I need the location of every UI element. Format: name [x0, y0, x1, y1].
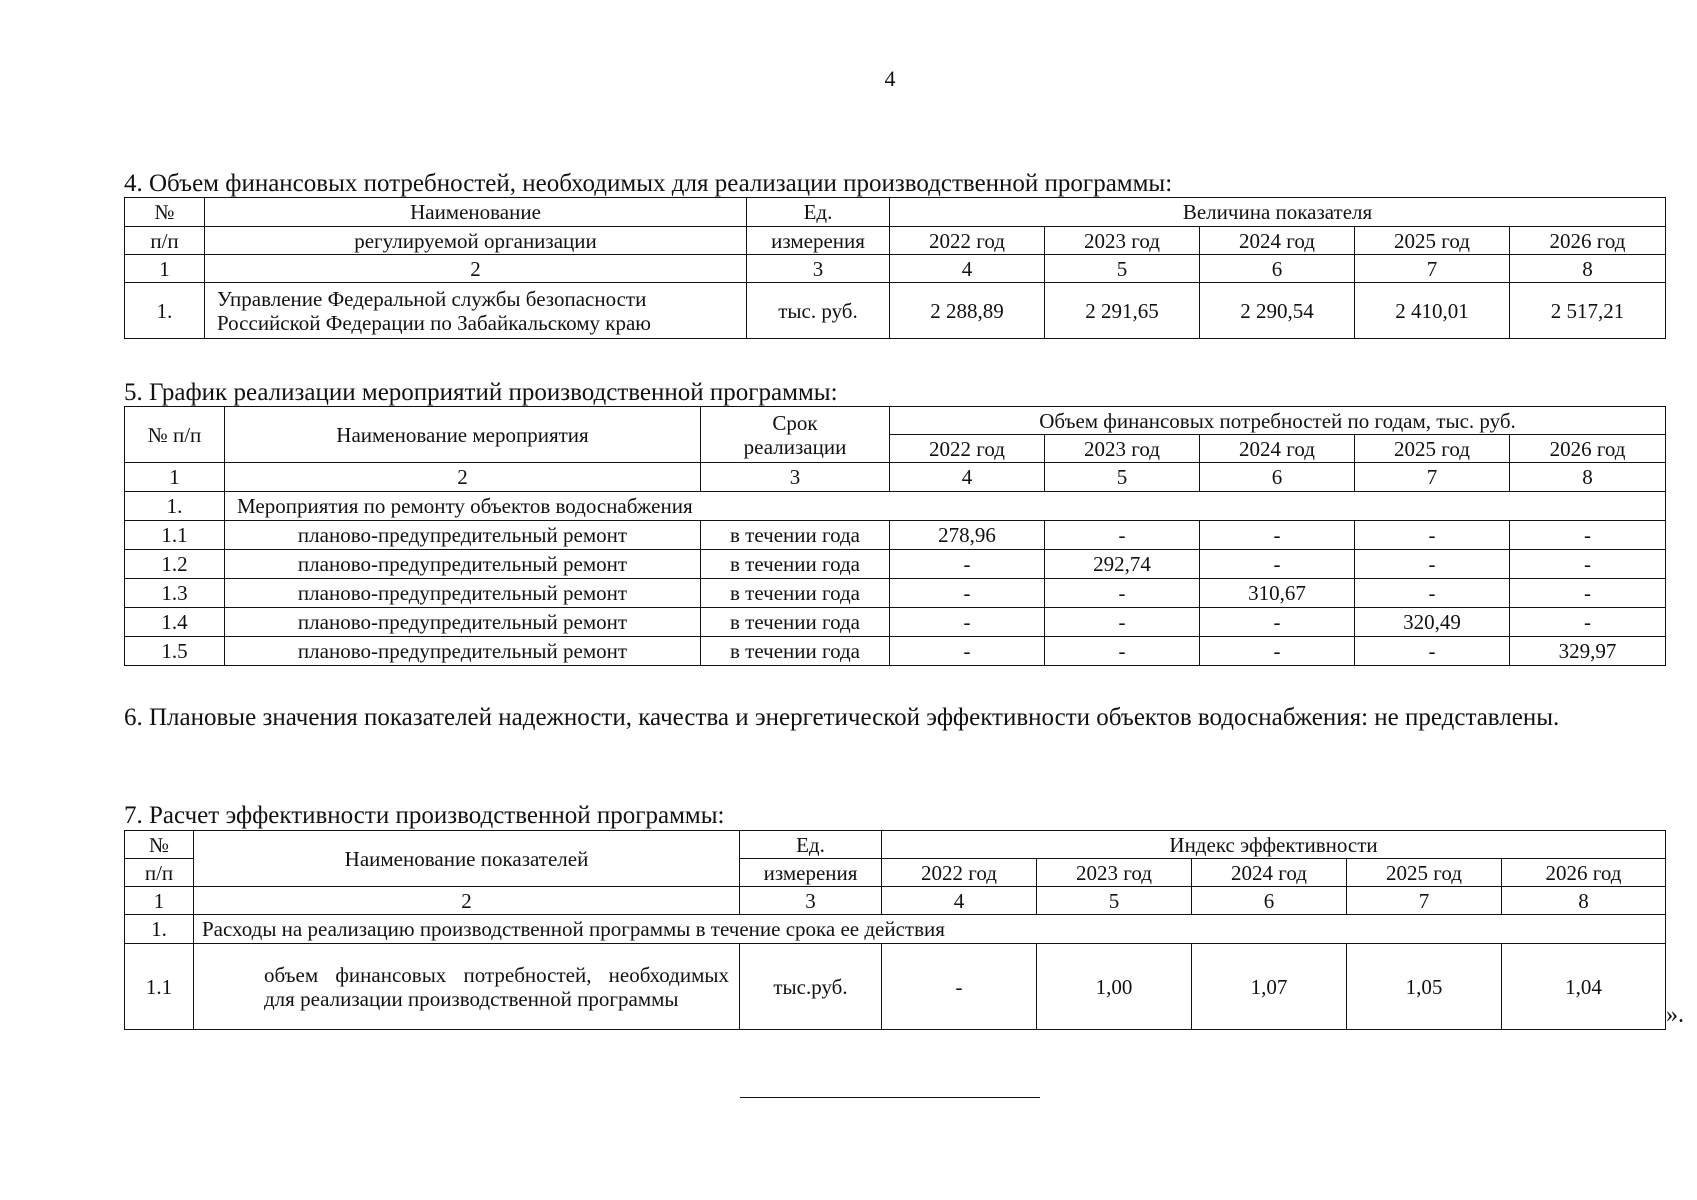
term-cell: в течении года	[701, 608, 890, 637]
col-number: 1	[125, 463, 225, 492]
value-cell: -	[1355, 550, 1510, 579]
col-number: 6	[1200, 463, 1355, 492]
row-unit: тыс. руб.	[747, 283, 890, 339]
header-volume-group: Объем финансовых потребностей по годам, тыс. руб.	[890, 407, 1666, 435]
value-cell: -	[1200, 550, 1355, 579]
header-name-sub: регулируемой организации	[205, 227, 747, 255]
value-cell: -	[1045, 579, 1200, 608]
value-cell: -	[1510, 521, 1666, 550]
value-cell: -	[1510, 579, 1666, 608]
row-num: 1.4	[125, 608, 225, 637]
value-cell: -	[1510, 608, 1666, 637]
col-number: 7	[1347, 887, 1502, 915]
header-unit: Ед.	[740, 831, 882, 859]
page-number: 4	[884, 66, 896, 91]
col-number: 8	[1510, 255, 1666, 283]
col-number: 7	[1355, 463, 1510, 492]
schedule-table	[124, 406, 1666, 666]
group-name: Расходы на реализацию производственной программы в течение срока ее действия	[194, 915, 1666, 944]
col-number: 2	[205, 255, 747, 283]
value-cell: 2 517,21	[1510, 283, 1666, 339]
row-unit: тыс.руб.	[740, 944, 882, 1030]
col-number: 1	[125, 887, 194, 915]
table-row	[125, 944, 1666, 1030]
table-row	[125, 550, 1666, 579]
year-header: 2022 год	[890, 435, 1045, 463]
row-num: 1.2	[125, 550, 225, 579]
term-cell: в течении года	[701, 521, 890, 550]
row-num: 1.5	[125, 637, 225, 666]
activity-name: планово-предупредительный ремонт	[225, 608, 701, 637]
value-cell: -	[890, 608, 1045, 637]
col-number: 7	[1355, 255, 1510, 283]
year-header: 2023 год	[1045, 227, 1200, 255]
value-cell: -	[890, 550, 1045, 579]
col-number: 4	[890, 463, 1045, 492]
value-cell: -	[1355, 579, 1510, 608]
year-header: 2024 год	[1192, 859, 1347, 887]
row-num: 1.	[125, 915, 194, 944]
value-cell: 1,05	[1347, 944, 1502, 1030]
header-name: Наименование	[205, 198, 747, 227]
col-number: 8	[1510, 463, 1666, 492]
header-unit-sub: измерения	[747, 227, 890, 255]
table-row	[125, 637, 1666, 666]
header-name: Наименование мероприятия	[225, 407, 701, 463]
header-unit-sub: измерения	[740, 859, 882, 887]
value-cell: -	[1200, 637, 1355, 666]
value-cell: 2 288,89	[890, 283, 1045, 339]
value-cell: -	[1355, 521, 1510, 550]
year-header: 2026 год	[1510, 435, 1666, 463]
value-cell: -	[1045, 637, 1200, 666]
activity-name: планово-предупредительный ремонт	[225, 637, 701, 666]
year-header: 2022 год	[882, 859, 1037, 887]
value-cell: -	[882, 944, 1037, 1030]
table-row	[125, 608, 1666, 637]
value-cell: -	[890, 637, 1045, 666]
year-header: 2025 год	[1355, 227, 1510, 255]
year-header: 2026 год	[1510, 227, 1666, 255]
header-num-sub: п/п	[125, 859, 194, 887]
header-unit: Ед.	[747, 198, 890, 227]
header-num-sub: п/п	[125, 227, 205, 255]
header-num: № п/п	[125, 407, 225, 463]
term-cell: в течении года	[701, 579, 890, 608]
term-cell: в течении года	[701, 550, 890, 579]
section-5-title: 5. График реализации мероприятий производственной программы:	[124, 379, 838, 406]
year-header: 2026 год	[1502, 859, 1666, 887]
value-cell: -	[1045, 608, 1200, 637]
value-cell: 2 291,65	[1045, 283, 1200, 339]
value-cell: 320,49	[1355, 608, 1510, 637]
year-header: 2025 год	[1347, 859, 1502, 887]
col-number: 2	[225, 463, 701, 492]
col-number: 5	[1037, 887, 1192, 915]
row-num: 1.3	[125, 579, 225, 608]
value-cell: -	[890, 579, 1045, 608]
row-num: 1.	[125, 492, 225, 521]
value-cell: 2 410,01	[1355, 283, 1510, 339]
activity-name: планово-предупредительный ремонт	[225, 521, 701, 550]
table-row	[125, 579, 1666, 608]
year-header: 2024 год	[1200, 227, 1355, 255]
header-name: Наименование показателей	[194, 831, 740, 887]
group-row	[125, 492, 1666, 521]
section-4-title: 4. Объем финансовых потребностей, необходимых для реализации производственной программы:	[124, 170, 1173, 197]
table-row	[125, 283, 1666, 339]
table-row	[125, 521, 1666, 550]
section-6-text: 6. Плановые значения показателей надежности, качества и энергетической эффективности объектов водоснабжения: не представлены.	[124, 704, 1560, 731]
year-header: 2023 год	[1045, 435, 1200, 463]
value-cell: 2 290,54	[1200, 283, 1355, 339]
header-term: Срок реализации	[701, 407, 890, 463]
col-number: 8	[1502, 887, 1666, 915]
col-number: 4	[890, 255, 1045, 283]
term-cell: в течении года	[701, 637, 890, 666]
col-number: 5	[1045, 255, 1200, 283]
col-number: 3	[740, 887, 882, 915]
value-cell: 292,74	[1045, 550, 1200, 579]
value-cell: 1,00	[1037, 944, 1192, 1030]
year-header: 2024 год	[1200, 435, 1355, 463]
col-number: 4	[882, 887, 1037, 915]
value-cell: 278,96	[890, 521, 1045, 550]
header-index-group: Индекс эффективности	[882, 831, 1666, 859]
value-cell: -	[1045, 521, 1200, 550]
group-row	[125, 915, 1666, 944]
organization-name: Управление Федеральной службы безопасности Российской Федерации по Забайкальскому краю	[205, 283, 747, 339]
col-number: 1	[125, 255, 205, 283]
value-cell: 1,04	[1502, 944, 1666, 1030]
activity-name: планово-предупредительный ремонт	[225, 579, 701, 608]
value-cell: -	[1510, 550, 1666, 579]
closing-quote: ».	[1666, 1002, 1684, 1028]
value-cell: -	[1200, 521, 1355, 550]
header-value-group: Величина показателя	[890, 198, 1666, 227]
indicator-name: объем финансовых потребностей, необходимых для реализации производственной программы	[194, 944, 740, 1030]
efficiency-table	[124, 830, 1666, 1030]
header-num: №	[125, 198, 205, 227]
value-cell: 310,67	[1200, 579, 1355, 608]
year-header: 2023 год	[1037, 859, 1192, 887]
footer-divider	[740, 1097, 1040, 1098]
col-number: 3	[701, 463, 890, 492]
value-cell: -	[1200, 608, 1355, 637]
row-num: 1.1	[125, 944, 194, 1030]
value-cell: -	[1355, 637, 1510, 666]
row-num: 1.1	[125, 521, 225, 550]
header-num: №	[125, 831, 194, 859]
value-cell: 329,97	[1510, 637, 1666, 666]
year-header: 2022 год	[890, 227, 1045, 255]
section-7-title: 7. Расчет эффективности производственной программы:	[124, 802, 725, 829]
col-number: 3	[747, 255, 890, 283]
year-header: 2025 год	[1355, 435, 1510, 463]
row-num: 1.	[125, 283, 205, 339]
financial-needs-table	[124, 197, 1666, 339]
col-number: 2	[194, 887, 740, 915]
group-name: Мероприятия по ремонту объектов водоснабжения	[225, 492, 1666, 521]
value-cell: 1,07	[1192, 944, 1347, 1030]
col-number: 6	[1192, 887, 1347, 915]
col-number: 5	[1045, 463, 1200, 492]
col-number: 6	[1200, 255, 1355, 283]
activity-name: планово-предупредительный ремонт	[225, 550, 701, 579]
